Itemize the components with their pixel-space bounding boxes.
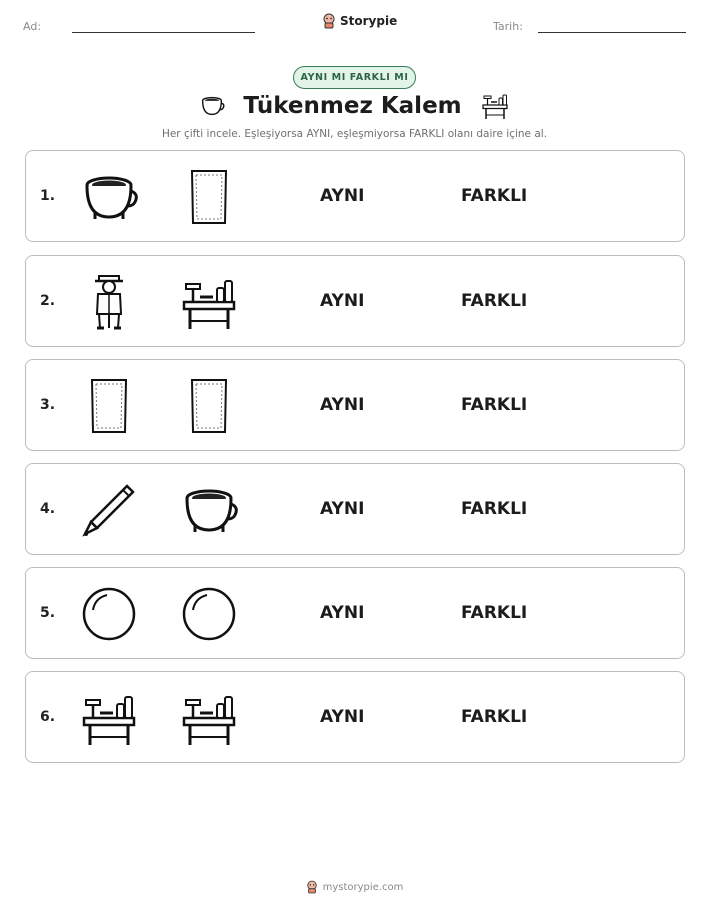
ball-icon — [79, 584, 139, 644]
ball-icon — [179, 584, 239, 644]
workbench-icon — [79, 688, 139, 748]
different-option[interactable]: FARKLI — [461, 291, 528, 311]
name-line[interactable] — [72, 32, 255, 33]
workbench-icon — [179, 272, 239, 332]
question-number: 1. — [40, 188, 56, 204]
workbench-icon — [179, 688, 239, 748]
different-option[interactable]: FARKLI — [461, 603, 528, 623]
pot-icon — [179, 480, 239, 540]
question-row-5 — [25, 567, 685, 659]
paper-icon — [79, 376, 139, 436]
same-option[interactable]: AYNI — [320, 499, 365, 519]
same-option[interactable]: AYNI — [320, 291, 365, 311]
name-label: Ad: — [23, 20, 42, 33]
pot-icon — [79, 167, 139, 227]
pot-icon — [197, 92, 227, 120]
footer — [0, 880, 709, 894]
brand-name: Storypie — [340, 14, 398, 28]
brand-logo — [322, 13, 397, 29]
title-block — [0, 91, 709, 121]
paper-icon — [179, 376, 239, 436]
same-option[interactable]: AYNI — [320, 707, 365, 727]
page-title: Tükenmez Kalem — [243, 93, 462, 119]
date-line[interactable] — [538, 32, 686, 33]
question-row-3 — [25, 359, 685, 451]
same-option[interactable]: AYNI — [320, 395, 365, 415]
question-number: 3. — [40, 397, 56, 413]
question-row-6 — [25, 671, 685, 763]
pen-icon — [79, 480, 139, 540]
worksheet-type-badge: AYNI MI FARKLI MI — [293, 66, 416, 89]
different-option[interactable]: FARKLI — [461, 395, 528, 415]
question-row-2 — [25, 255, 685, 347]
different-option[interactable]: FARKLI — [461, 707, 528, 727]
paper-icon — [179, 167, 239, 227]
storypie-mascot-icon — [322, 13, 336, 29]
instructions: Her çifti incele. Eşleşiyorsa AYNI, eşleşmiyorsa FARKLI olanı daire içine al. — [161, 128, 548, 140]
workbench-icon — [478, 91, 512, 121]
same-option[interactable]: AYNI — [320, 186, 365, 206]
question-number: 6. — [40, 709, 56, 725]
question-row-4 — [25, 463, 685, 555]
date-label: Tarih: — [493, 20, 523, 33]
storypie-mascot-icon — [306, 880, 318, 894]
different-option[interactable]: FARKLI — [461, 186, 528, 206]
question-number: 2. — [40, 293, 56, 309]
footer-url[interactable]: mystorypie.com — [322, 881, 404, 893]
question-number: 4. — [40, 501, 56, 517]
different-option[interactable]: FARKLI — [461, 499, 528, 519]
question-number: 5. — [40, 605, 56, 621]
man-icon — [79, 272, 139, 332]
same-option[interactable]: AYNI — [320, 603, 365, 623]
question-row-1 — [25, 150, 685, 242]
